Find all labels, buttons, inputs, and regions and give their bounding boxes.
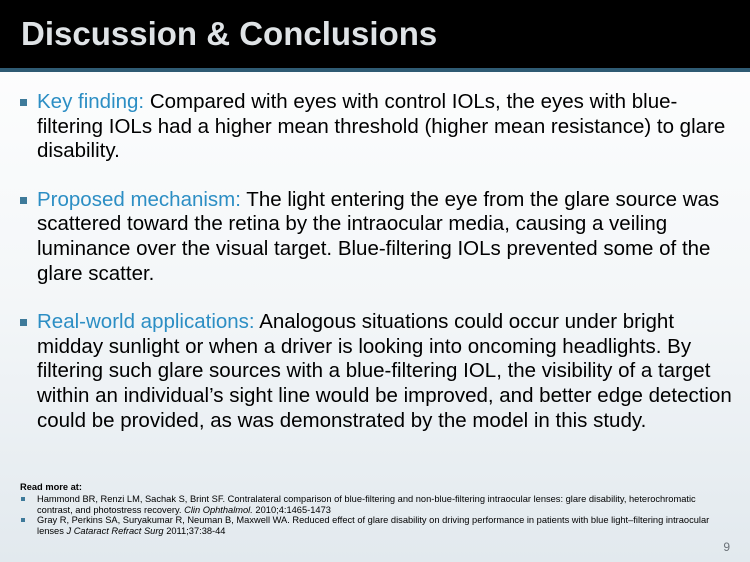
reference-item xyxy=(20,515,720,536)
bullet-text: The light entering the eye from the glare source was scattered toward the retina by the intraocular media, causing a veiling luminance over the visual target. Blue-filtering IOLs prevented some of the glare scatter. xyxy=(37,187,720,285)
reference-item xyxy=(20,494,720,515)
slide-title: Discussion & Conclusions xyxy=(21,15,438,52)
bullet-text: Analogous situations could occur under bright midday sunlight or when a driver is looking into oncoming headlights. By filtering such glare sources with a blue-filtering IOL, the visibility of a target within an individual’s sight line would be improved, and better edge detection could be provided, as was demonstrated by the model in this study. xyxy=(37,310,732,432)
references-section xyxy=(20,482,720,536)
title-bar xyxy=(0,0,750,72)
page-number: 9 xyxy=(723,540,730,554)
bullet-proposed-mechanism xyxy=(20,188,735,286)
bullet-key-finding xyxy=(20,90,735,164)
square-bullet-icon xyxy=(21,518,25,522)
reference-text: Hammond BR, Renzi LM, Sachak S, Brint SF. Contralateral comparison of blue-filtering and non-blue-filtering intraocular lenses: glare disability, heterochromatic contrast, and photostress recovery. xyxy=(37,494,696,515)
bullet-lead: Key finding: xyxy=(37,90,145,113)
reference-citation: 2010;4:1465-1473 xyxy=(252,504,331,515)
square-bullet-icon xyxy=(20,99,27,106)
square-bullet-icon xyxy=(20,319,27,326)
square-bullet-icon xyxy=(20,197,27,204)
square-bullet-icon xyxy=(21,497,25,501)
references-heading: Read more at: xyxy=(20,482,82,492)
reference-journal: J Cataract Refract Surg xyxy=(66,525,164,536)
bullet-lead: Proposed mechanism: xyxy=(37,187,241,211)
reference-journal: Clin Ophthalmol. xyxy=(184,504,253,515)
bullet-text: Compared with eyes with control IOLs, the eyes with blue-filtering IOLs had a higher mean threshold (higher mean resistance) to glare disability. xyxy=(37,90,726,163)
reference-citation: 2011;37:38-44 xyxy=(163,525,226,536)
bullet-list xyxy=(20,90,735,457)
bullet-lead: Real-world applications: xyxy=(37,310,255,334)
reference-text: Gray R, Perkins SA, Suryakumar R, Neuman B, Maxwell WA. Reduced effect of glare disability on driving performance in patients with blue light–filtering intraocular lenses xyxy=(37,515,710,536)
bullet-real-world-applications xyxy=(20,310,735,433)
